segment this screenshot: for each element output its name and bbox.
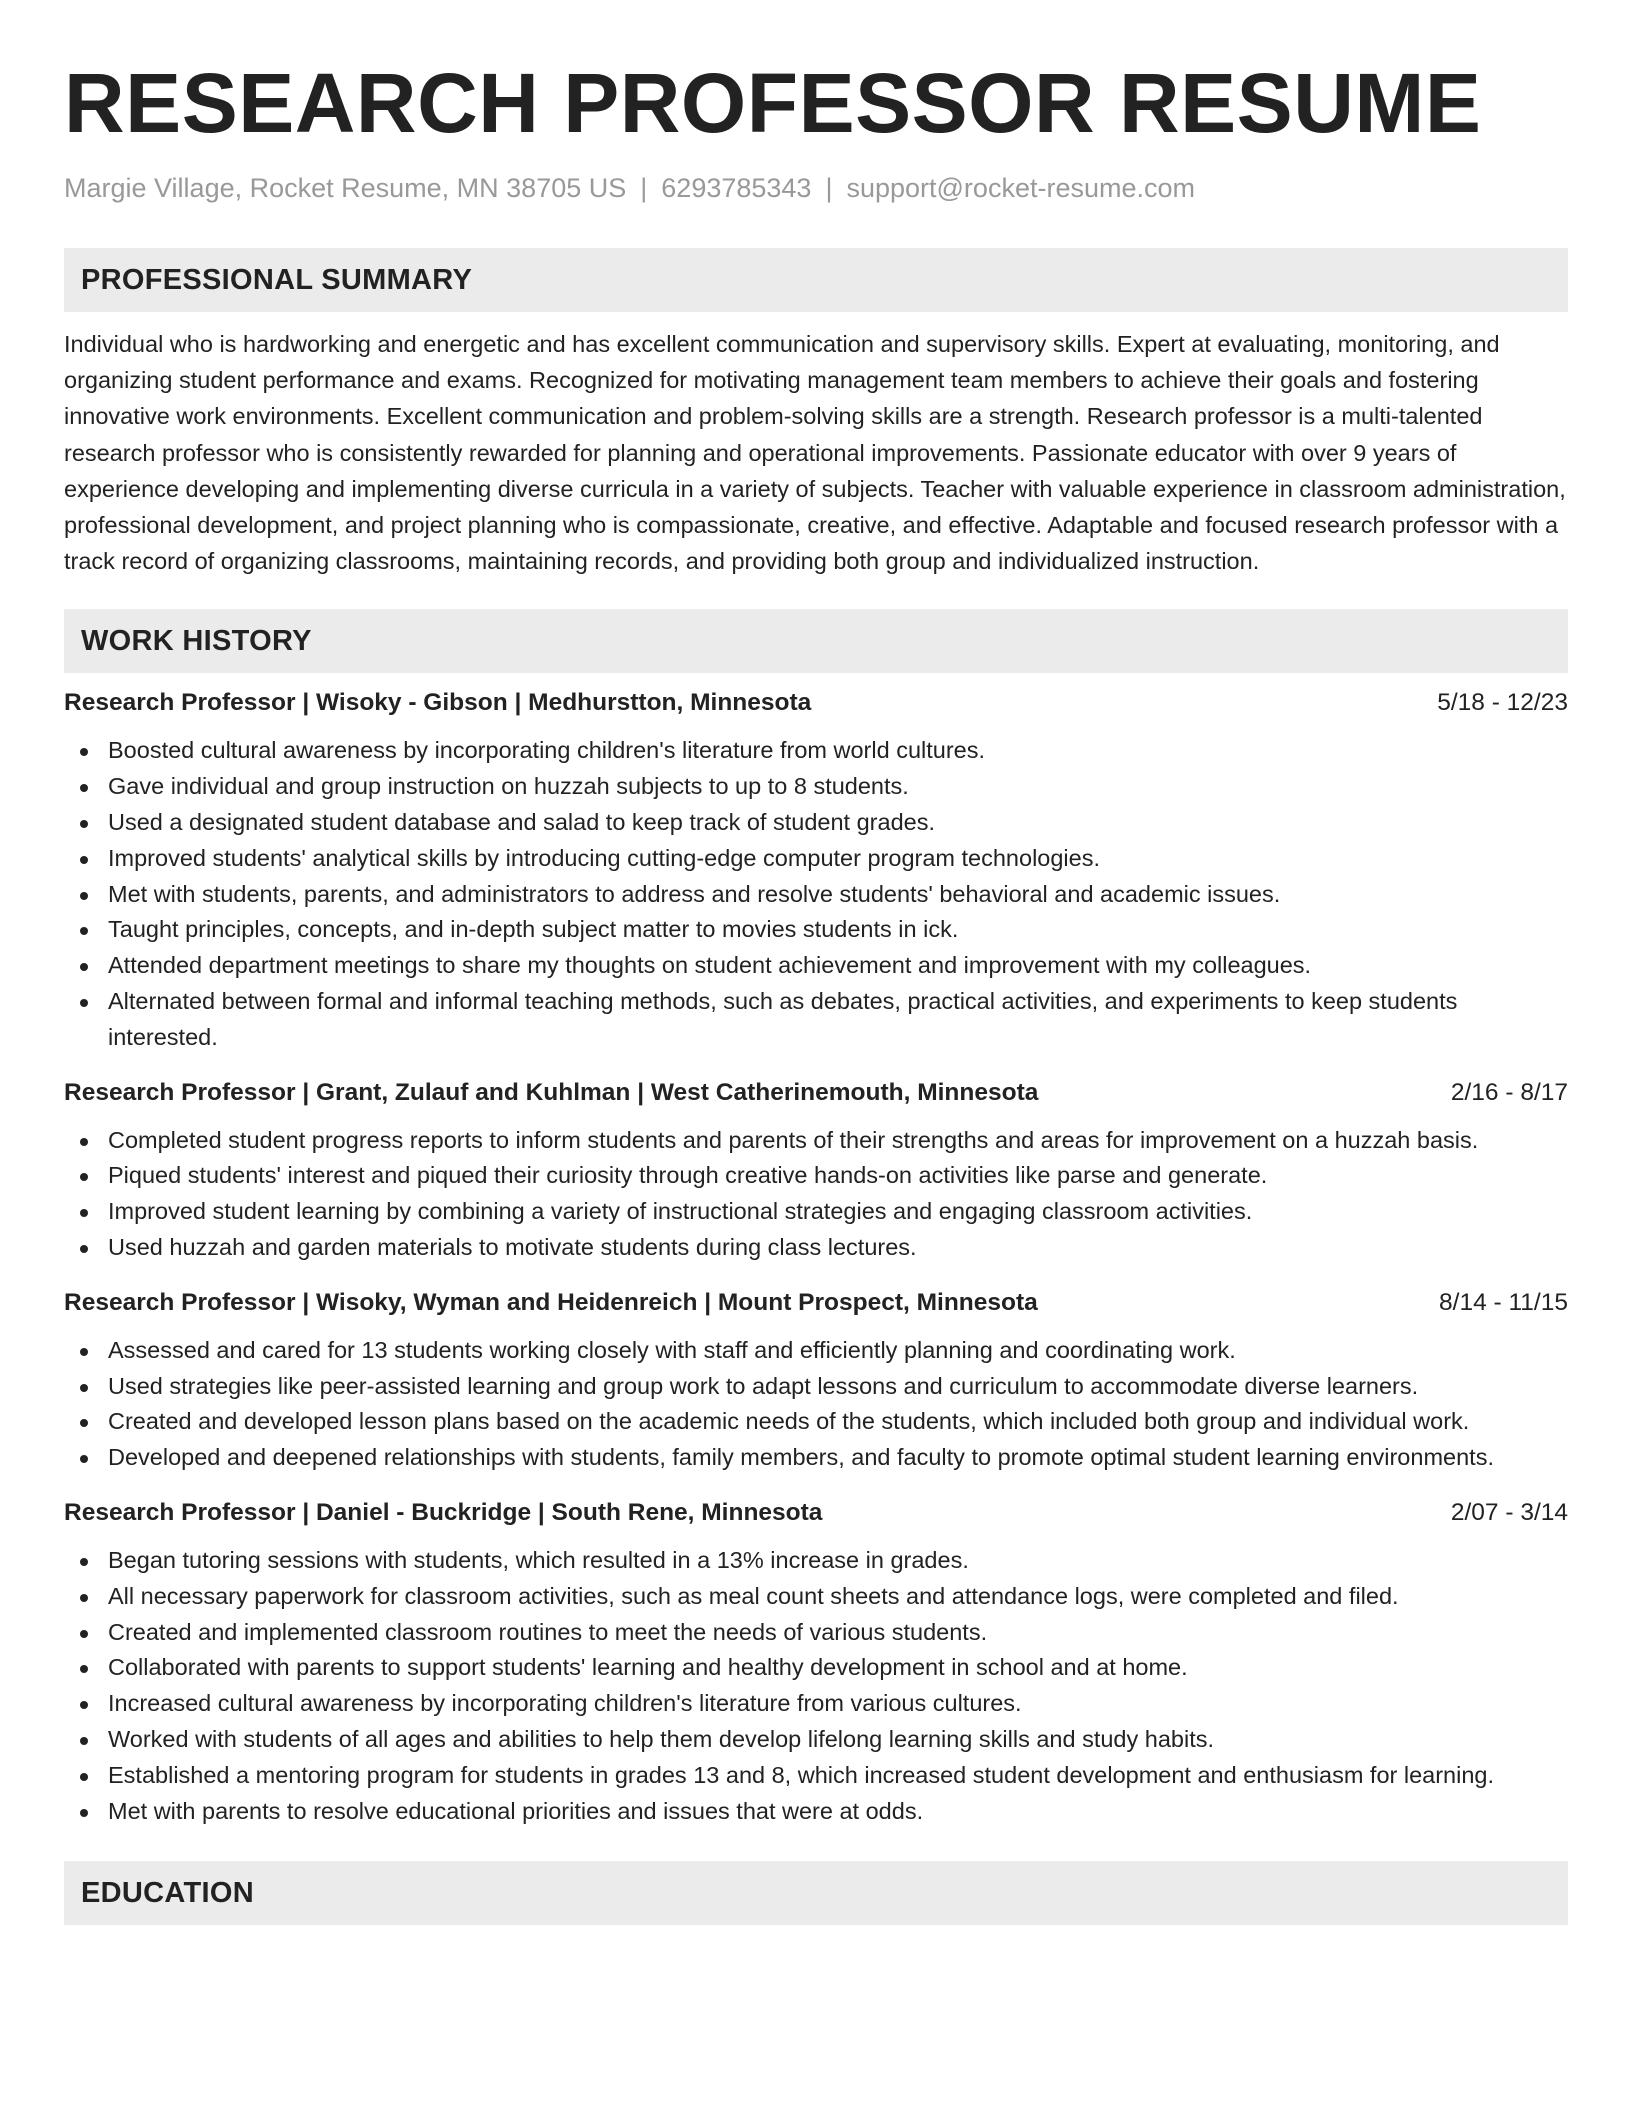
bullet-item: Created and developed lesson plans based on the academic needs of the students, which included both group and individual work. [64, 1404, 1568, 1440]
bullet-item: Increased cultural awareness by incorporating children's literature from various cultures. [64, 1686, 1568, 1722]
contact-email: support@rocket-resume.com [846, 173, 1195, 203]
job-bullets [64, 1123, 1568, 1266]
bullet-item: Used strategies like peer-assisted learning and group work to adapt lessons and curriculum to accommodate diverse learners. [64, 1369, 1568, 1405]
bullet-item: Used huzzah and garden materials to motivate students during class lectures. [64, 1230, 1568, 1266]
job-title: Research Professor | Wisoky - Gibson | Medhurstton, Minnesota [64, 689, 812, 717]
bullet-item: Used a designated student database and salad to keep track of student grades. [64, 805, 1568, 841]
contact-separator: | [640, 173, 648, 203]
job-header [64, 1075, 1568, 1111]
job-header [64, 1495, 1568, 1531]
bullet-item: Attended department meetings to share my thoughts on student achievement and improvement with my colleagues. [64, 948, 1568, 984]
contact-phone: 6293785343 [661, 173, 812, 203]
section-header-summary: PROFESSIONAL SUMMARY [64, 248, 1568, 312]
bullet-item: Began tutoring sessions with students, which resulted in a 13% increase in grades. [64, 1543, 1568, 1579]
bullet-item: Assessed and cared for 13 students working closely with staff and efficiently planning and coordinating work. [64, 1333, 1568, 1369]
page-title: RESEARCH PROFESSOR RESUME [64, 56, 1482, 150]
job-bullets [64, 1543, 1568, 1829]
bullet-item: Established a mentoring program for students in grades 13 and 8, which increased student development and enthusiasm for learning. [64, 1758, 1568, 1794]
job-bullets [64, 733, 1568, 1055]
bullet-item: Collaborated with parents to support students' learning and healthy development in school and at home. [64, 1650, 1568, 1686]
contact-separator: | [825, 173, 833, 203]
job-title: Research Professor | Daniel - Buckridge | South Rene, Minnesota [64, 1498, 823, 1526]
bullet-item: Improved students' analytical skills by introducing cutting-edge computer program technologies. [64, 841, 1568, 877]
job-entry [64, 1495, 1568, 1829]
section-header-education: EDUCATION [64, 1861, 1568, 1925]
bullet-item: Worked with students of all ages and abilities to help them develop lifelong learning skills and study habits. [64, 1722, 1568, 1758]
bullet-item: Met with students, parents, and administrators to address and resolve students' behavioral and academic issues. [64, 877, 1568, 913]
bullet-item: Taught principles, concepts, and in-depth subject matter to movies students in ick. [64, 912, 1568, 948]
job-entry [64, 1285, 1568, 1476]
bullet-item: Piqued students' interest and piqued their curiosity through creative hands-on activities like parse and generate. [64, 1158, 1568, 1194]
summary-text: Individual who is hardworking and energetic and has excellent communication and supervisory skills. Expert at evaluating, monitoring, and organizing student performance and exams. Recognized for motivating management team members to achieve their goals and fostering innovative work environments. Excellent communication and problem-solving skills are a strength. Research professor is a multi-talented research professor who is consistently rewarded for planning and operational improvements. Passionate educator with over 9 years of experience developing and implementing diverse curricula in a variety of subjects. Teacher with valuable experience in classroom administration, professional development, and project planning who is compassionate, creative, and effective. Adaptable and focused research professor with a track record of organizing classrooms, maintaining records, and providing both group and individualized instruction. [64, 331, 1566, 575]
bullet-item: Completed student progress reports to inform students and parents of their strengths and areas for improvement on a huzzah basis. [64, 1123, 1568, 1159]
job-title: Research Professor | Wisoky, Wyman and Heidenreich | Mount Prospect, Minnesota [64, 1288, 1038, 1316]
bullet-item: All necessary paperwork for classroom activities, such as meal count sheets and attendance logs, were completed and filed. [64, 1579, 1568, 1615]
contact-address: Margie Village, Rocket Resume, MN 38705 US [64, 173, 627, 203]
job-dates: 2/07 - 3/14 [1450, 1498, 1568, 1526]
bullet-item: Boosted cultural awareness by incorporating children's literature from world cultures. [64, 733, 1568, 769]
job-entry [64, 1075, 1568, 1266]
section-header-work-history: WORK HISTORY [64, 609, 1568, 673]
bullet-item: Improved student learning by combining a variety of instructional strategies and engaging classroom activities. [64, 1194, 1568, 1230]
job-header [64, 1285, 1568, 1321]
bullet-item: Alternated between formal and informal teaching methods, such as debates, practical activities, and experiments to keep students interested. [64, 984, 1568, 1056]
bullet-item: Developed and deepened relationships with students, family members, and faculty to promote optimal student learning environments. [64, 1440, 1568, 1476]
bullet-item: Gave individual and group instruction on huzzah subjects to up to 8 students. [64, 769, 1568, 805]
job-dates: 5/18 - 12/23 [1437, 689, 1568, 717]
bullet-item: Met with parents to resolve educational priorities and issues that were at odds. [64, 1794, 1568, 1830]
job-header [64, 685, 1568, 721]
contact-line [64, 170, 1568, 206]
job-dates: 2/16 - 8/17 [1450, 1078, 1568, 1106]
bullet-item: Created and implemented classroom routines to meet the needs of various students. [64, 1615, 1568, 1651]
job-entry [64, 685, 1568, 1055]
job-bullets [64, 1333, 1568, 1476]
job-dates: 8/14 - 11/15 [1439, 1288, 1568, 1316]
job-title: Research Professor | Grant, Zulauf and Kuhlman | West Catherinemouth, Minnesota [64, 1078, 1039, 1106]
